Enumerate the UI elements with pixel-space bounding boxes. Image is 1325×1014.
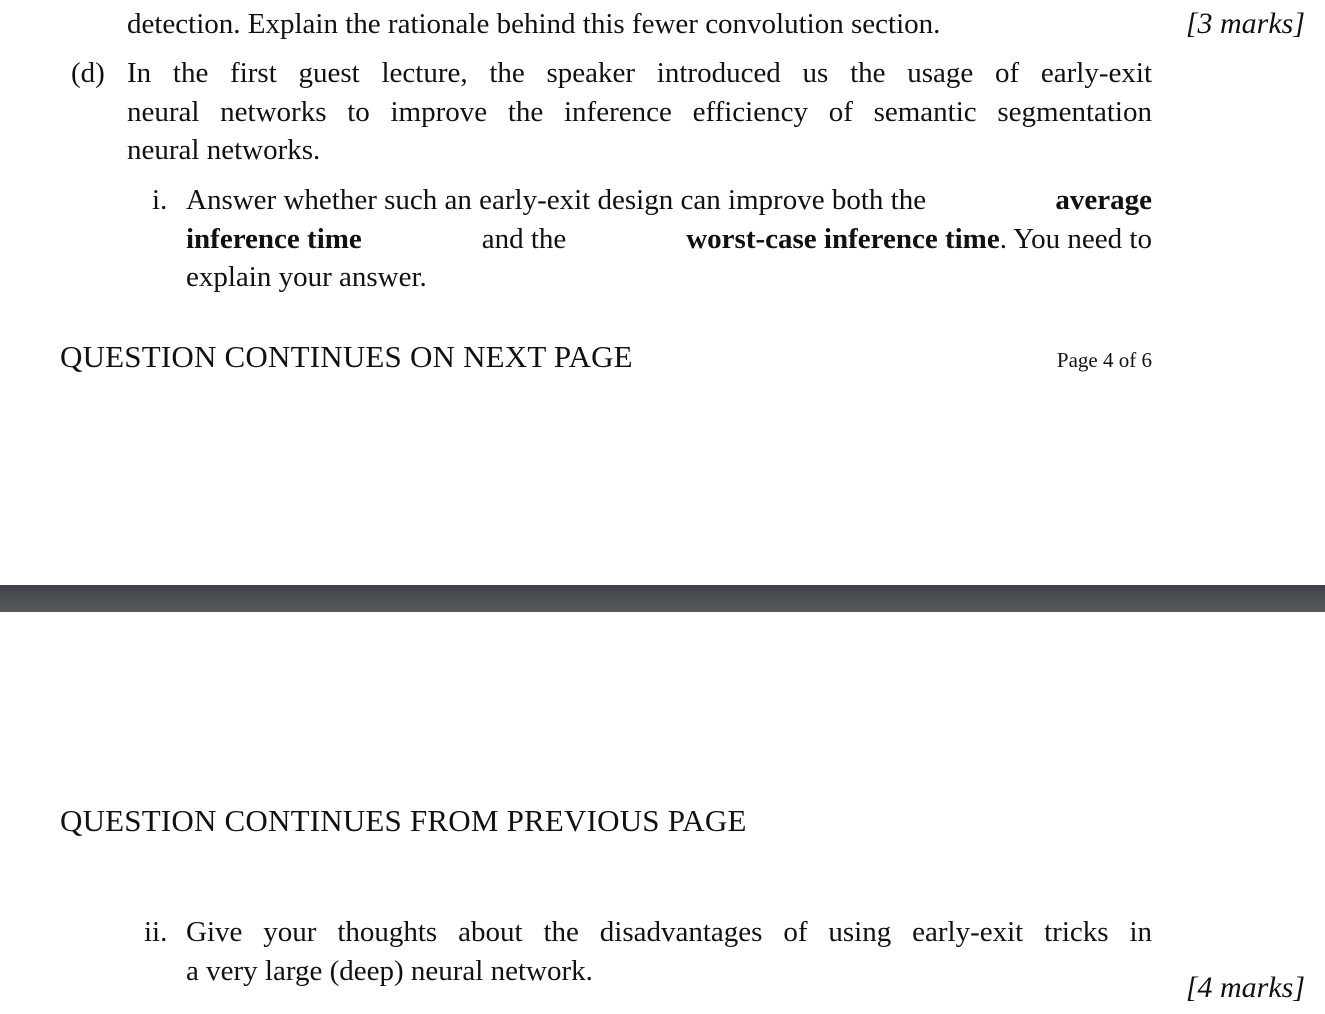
sub-ii-marks: [4 marks] bbox=[1185, 971, 1305, 1004]
sub-ii-line-2: a very large (deep) neural network. bbox=[186, 955, 593, 987]
prev-question-text: detection. Explain the rationale behind this fewer convolution section. bbox=[127, 8, 941, 40]
part-d-line-2 bbox=[127, 94, 1152, 130]
sub-i-line-2 bbox=[186, 221, 1152, 257]
page-separator bbox=[0, 585, 1325, 612]
sub-i-label: i. bbox=[152, 184, 168, 216]
sub-ii-label: ii. bbox=[144, 916, 168, 948]
sub-i-bold-inference-time: inference time bbox=[186, 223, 362, 255]
part-d-label: (d) bbox=[71, 57, 105, 89]
part-d-line-1 bbox=[127, 55, 1152, 91]
sub-ii-line-1 bbox=[186, 914, 1152, 950]
sub-i-line-2-tail bbox=[686, 221, 1152, 257]
exam-page-5 bbox=[0, 612, 1325, 1014]
page-number: Page 4 of 6 bbox=[1056, 348, 1152, 372]
continues-next-banner: QUESTION CONTINUES ON NEXT PAGE bbox=[60, 339, 633, 374]
sub-ii-line-1-text: Give your thoughts about the disadvantages of using early-exit tricks in bbox=[186, 916, 1152, 948]
prev-question-marks: [3 marks] bbox=[1185, 7, 1305, 40]
part-d-line-3: neural networks. bbox=[127, 134, 321, 166]
sub-i-line-1 bbox=[186, 182, 1152, 218]
sub-i-bold-average: average bbox=[1055, 184, 1152, 216]
sub-i-line-2-post: . You need to bbox=[999, 223, 1152, 255]
part-d-line-1-text: In the first guest lecture, the speaker introduced us the usage of early-exit bbox=[127, 57, 1152, 89]
continues-previous-banner: QUESTION CONTINUES FROM PREVIOUS PAGE bbox=[60, 803, 747, 838]
sub-i-line-1-text: Answer whether such an early-exit design can improve both the bbox=[186, 184, 927, 216]
sub-i-bold-worst-case: worst-case inference time bbox=[686, 223, 1000, 255]
part-d-line-2-text: neural networks to improve the inference efficiency of semantic segmentation bbox=[127, 96, 1152, 128]
sub-i-line-3: explain your answer. bbox=[186, 261, 427, 293]
sub-i-line-2-mid: and the bbox=[481, 223, 567, 255]
